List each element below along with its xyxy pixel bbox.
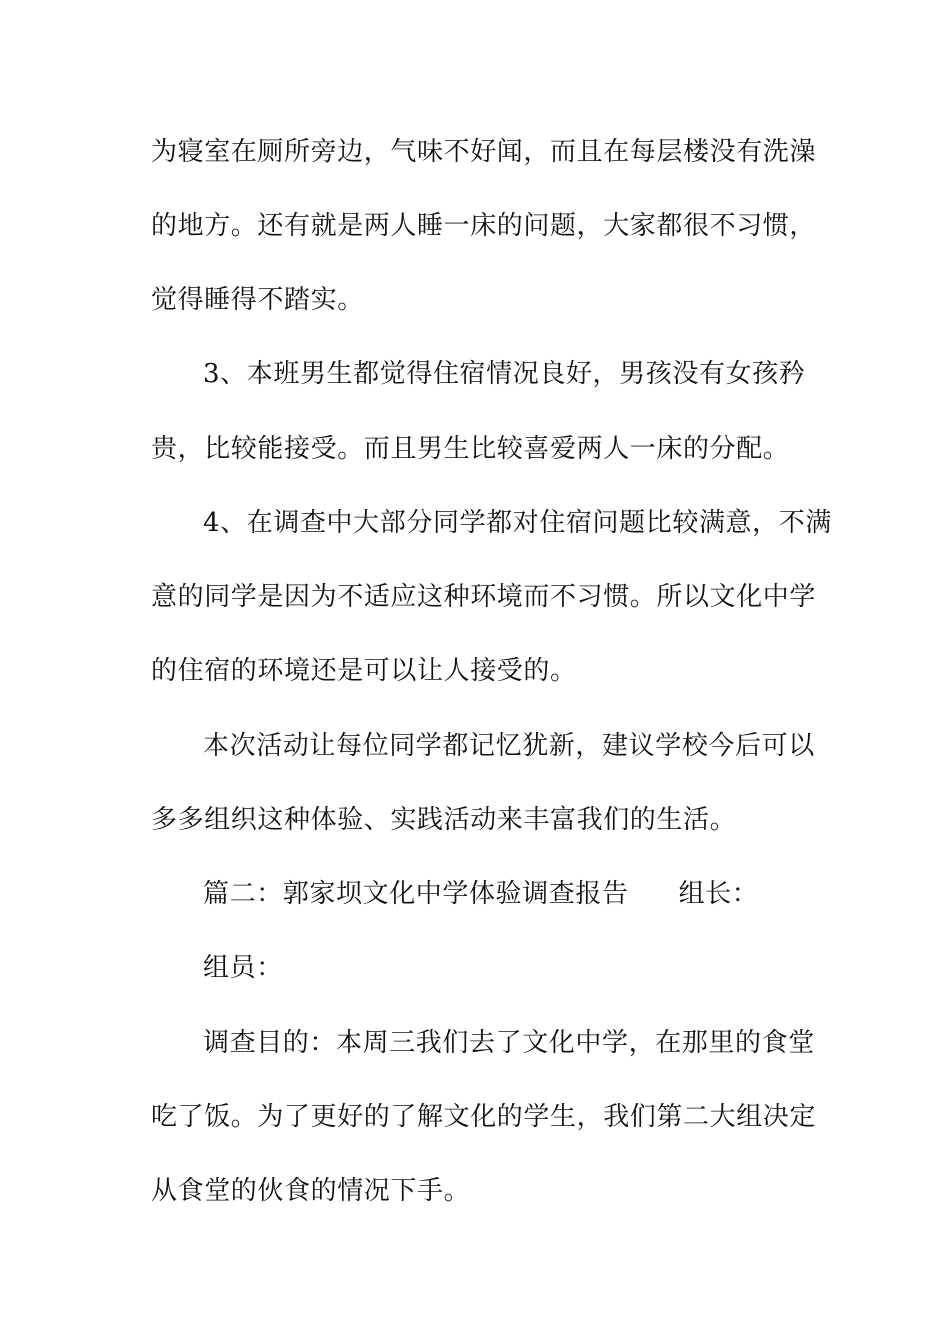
group-members-label: 组员： — [203, 953, 283, 983]
text-line: 觉得睡得不踏实。 — [151, 285, 364, 315]
text-line: 从食堂的伙食的情况下手。 — [151, 1176, 471, 1206]
text-line: 的地方。还有就是两人睡一床的问题，大家都很不习惯， — [151, 211, 817, 241]
text-line: 贵，比较能接受。而且男生比较喜爱两人一床的分配。 — [151, 434, 790, 464]
section-heading-line — [203, 877, 758, 911]
text-line: 吃了饭。为了更好的了解文化的学生，我们第二大组决定 — [151, 1102, 817, 1132]
text-line: 3、本班男生都觉得住宿情况良好，男孩没有女孩矜 — [203, 359, 806, 389]
text-line: 意的同学是因为不适应这种环境而不习惯。所以文化中学 — [151, 582, 817, 612]
text-line: 4、在调查中大部分同学都对住宿问题比较满意，不满 — [203, 508, 832, 538]
text-line: 多多组织这种体验、实践活动来丰富我们的生活。 — [151, 805, 737, 835]
section-title: 篇二：郭家坝文化中学体验调查报告 — [203, 879, 629, 909]
text-line: 本次活动让每位同学都记忆犹新，建议学校今后可以 — [203, 731, 815, 761]
text-line: 调查目的：本周三我们去了文化中学，在那里的食堂 — [203, 1028, 815, 1058]
group-leader-label: 组长： — [678, 879, 759, 909]
text-line: 的住宿的环境还是可以让人接受的。 — [151, 656, 577, 686]
text-line: 为寝室在厕所旁边，气味不好闻，而且在每层楼没有洗澡 — [151, 137, 817, 167]
